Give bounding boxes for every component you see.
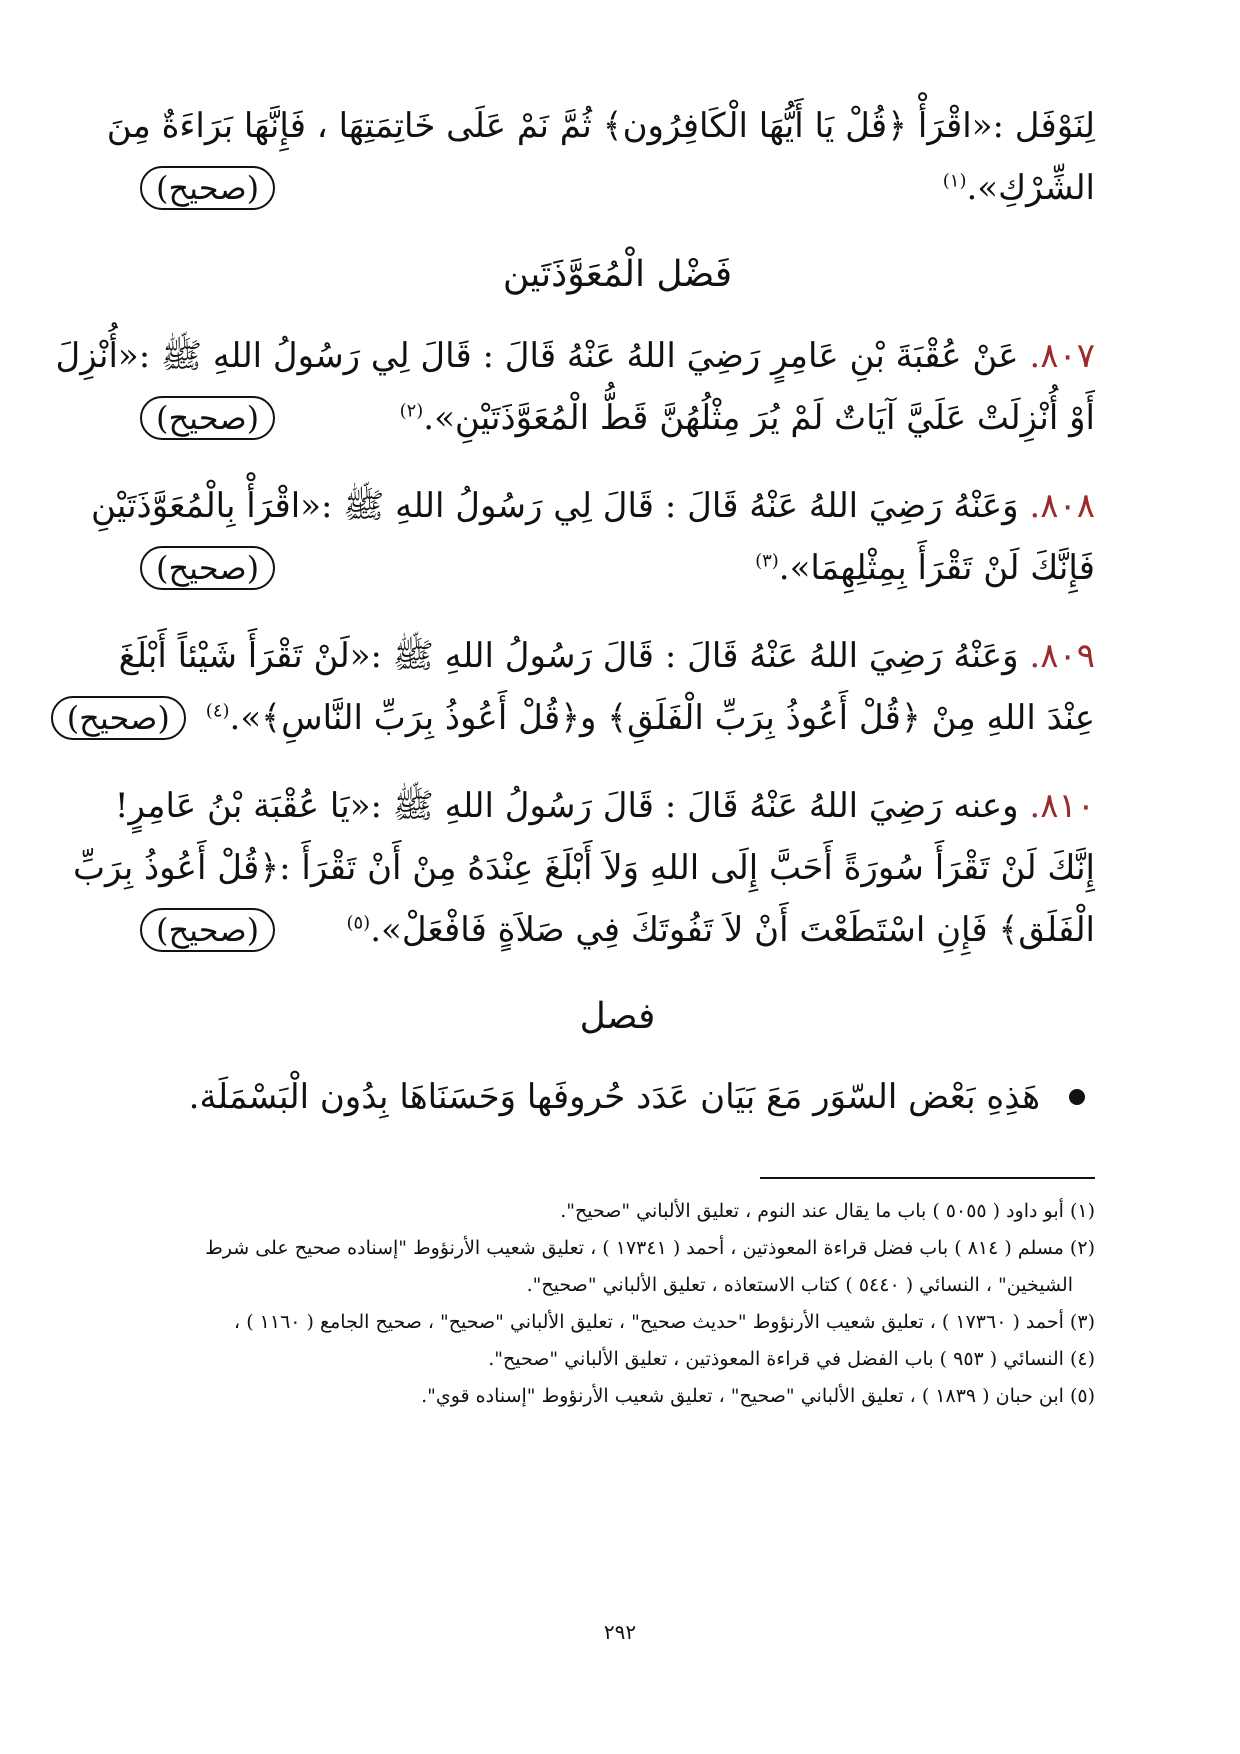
grade-badge: (صحيح) — [140, 908, 275, 952]
footnote-4: (٤) النسائي ( ٩٥٣ ) باب الفضل في قراءة المعوذتين ، تعليق الألباني "صحيح". — [488, 1348, 1095, 1370]
hadith-807-line-2 — [140, 387, 1095, 449]
bullet-icon — [1069, 1089, 1085, 1105]
hadith-808-line-2-text: فَإِنَّكَ لَنْ تَقْرَأَ بِمِثْلِهِمَا». — [778, 548, 1095, 588]
footnote-ref-4: (٤) — [205, 700, 230, 722]
hadith-810 — [72, 775, 1095, 961]
document-page — [55, 95, 1095, 1695]
hadith-number: ٨٠٩. — [1029, 636, 1095, 676]
hadith-807 — [55, 325, 1095, 449]
footnote-ref-3: (٣) — [755, 550, 779, 572]
intro-line-2-text: الشِّرْكِ». — [966, 168, 1095, 208]
hadith-810-line-1-text: وعنه رَضِيَ اللهُ عَنْهُ قَالَ : قَالَ رَسُولُ اللهِ ﷺ :«يَا عُقْبَة بْنُ عَامِرٍ! — [114, 786, 1019, 826]
section-heading-fasl: فصل — [579, 996, 656, 1037]
footnote-2: (٢) مسلم ( ٨١٤ ) باب فضل قراءة المعوذتين ، أحمد ( ١٧٣٤١ ) ، تعليق شعيب الأرنؤوط "إسناده صحيح على شرط — [205, 1237, 1095, 1259]
footnote-1: (١) أبو داود ( ٥٠٥٥ ) باب ما يقال عند النوم ، تعليق الألباني "صحيح". — [560, 1200, 1095, 1222]
intro-line-1 — [106, 95, 1095, 157]
hadith-809-line-2-wrap — [206, 687, 1095, 749]
intro-line-1-text: لِنَوْفَل :«اقْرَأْ ﴿قُلْ يَا أَيُّهَا الْكَافِرُون﴾ ثُمَّ نَمْ عَلَى خَاتِمَتِهَا ، فَإِنَّهَا بَرَاءَةٌ مِنَ — [106, 106, 1095, 146]
hadith-810-line-3-wrap — [295, 899, 1095, 961]
bullet-item — [140, 1067, 1095, 1127]
hadith-808-line-2-wrap — [295, 537, 1095, 599]
hadith-808-line-1-text: وَعَنْهُ رَضِيَ اللهُ عَنْهُ قَالَ : قَالَ لِي رَسُولُ اللهِ ﷺ :«اقْرَأْ بِالْمُعَوَّذَتَيْنِ — [90, 486, 1019, 526]
grade-badge: (صحيح) — [140, 546, 275, 590]
section-heading-muawwidhatayn: فَضْل الْمُعَوَّذَتَين — [502, 254, 733, 295]
hadith-810-line-1 — [114, 775, 1095, 837]
page-number: ٢٩٢ — [603, 1620, 637, 1644]
hadith-810-line-3 — [140, 899, 1095, 961]
bullet-text: هَذِهِ بَعْض السّوَر مَعَ بَيَان عَدَد حُروفَها وَحَسَنَاهَا بِدُون الْبَسْمَلَة. — [188, 1077, 1040, 1117]
hadith-810-line-2 — [72, 837, 1095, 899]
footnotes — [140, 1193, 1095, 1415]
footnote-ref-2: (٢) — [399, 400, 424, 422]
hadith-807-line-2-text: أَوْ أُنْزِلَتْ عَلَيَّ آيَاتٌ لَمْ يُرَ مِثْلُهُنَّ قَطُّ الْمُعَوَّذَتَيْنِ». — [423, 398, 1095, 438]
hadith-809-line-2 — [66, 687, 1095, 749]
hadith-808-line-2 — [140, 537, 1095, 599]
grade-badge: (صحيح) — [140, 396, 275, 440]
footnote-5: (٥) ابن حبان ( ١٨٣٩ ) ، تعليق الألباني "صحيح" ، تعليق شعيب الأرنؤوط "إسناده قوي". — [421, 1385, 1095, 1407]
grade-badge: (صحيح) — [51, 696, 186, 740]
hadith-number: ٨٠٧. — [1029, 336, 1095, 376]
intro-line-2 — [140, 157, 1095, 219]
footnote-3: (٣) أحمد ( ١٧٣٦٠ ) ، تعليق شعيب الأرنؤوط "حديث صحيح" ، تعليق الألباني "صحيح" ، صحيح الجامع ( ١١٦٠ ) ، — [234, 1311, 1095, 1333]
hadith-809-line-1-wrap — [119, 625, 1095, 687]
intro-paragraph — [106, 95, 1095, 219]
hadith-807-line-1-text: عَنْ عُقْبَةَ بْنِ عَامِرٍ رَضِيَ اللهُ عَنْهُ قَالَ : قَالَ لِي رَسُولُ اللهِ ﷺ :«أُنْزِلَ — [55, 336, 1019, 376]
hadith-808-line-1 — [90, 475, 1095, 537]
footnote-separator — [760, 1177, 1095, 1179]
hadith-807-line-1 — [55, 325, 1095, 387]
footnote-2-continuation: الشيخين" ، النسائي ( ٥٤٤٠ ) كتاب الاستعاذه ، تعليق الألباني "صحيح". — [526, 1274, 1073, 1296]
hadith-809 — [66, 625, 1095, 749]
hadith-807-line-1-wrap — [56, 325, 1095, 387]
footnote-ref-1: (١) — [942, 170, 967, 192]
hadith-808-line-1-wrap — [91, 475, 1095, 537]
hadith-810-line-3-text: الْفَلَق﴾ فَإِنِ اسْتَطَعْتَ أَنْ لاَ تَفُوتَكَ فِي صَلاَةٍ فَافْعَلْ». — [370, 910, 1095, 950]
footnote-ref-5: (٥) — [346, 912, 371, 934]
hadith-810-line-1-wrap — [115, 775, 1095, 837]
hadith-810-line-2-text: إِنَّكَ لَنْ تَقْرَأَ سُورَةً أَحَبَّ إِلَى اللهِ وَلاَ أَبْلَغَ عِنْدَهُ مِنْ أَنْ تَقْرَأَ :﴿قُلْ أَعُوذُ بِرَبِّ — [72, 848, 1095, 888]
hadith-807-line-2-wrap — [295, 387, 1095, 449]
hadith-809-line-1-text: وَعَنْهُ رَضِيَ اللهُ عَنْهُ قَالَ : قَالَ رَسُولُ اللهِ ﷺ :«لَنْ تَقْرَأَ شَيْئاً أَبْلَغَ — [118, 636, 1019, 676]
hadith-809-line-2-text: عِنْدَ اللهِ مِنْ ﴿قُلْ أَعُوذُ بِرَبِّ الْفَلَقِ﴾ و﴿قُلْ أَعُوذُ بِرَبِّ النَّاسِ﴾». — [229, 698, 1095, 738]
grade-badge: (صحيح) — [140, 166, 275, 210]
hadith-809-line-1 — [118, 625, 1095, 687]
intro-line-2-wrap — [295, 157, 1095, 219]
hadith-number: ٨٠٨. — [1029, 486, 1095, 526]
hadith-808 — [90, 475, 1095, 599]
hadith-number: ٨١٠. — [1029, 786, 1095, 826]
